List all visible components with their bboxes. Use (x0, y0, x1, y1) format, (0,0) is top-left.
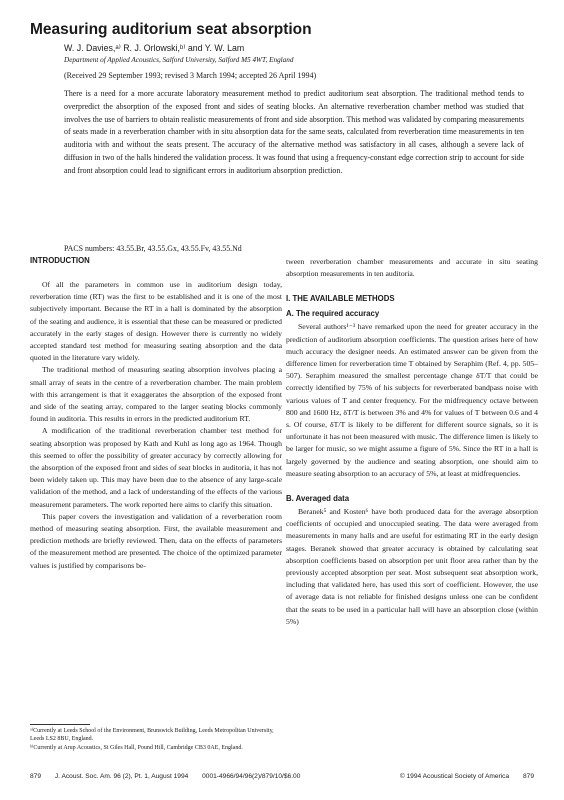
journal-citation: J. Acoust. Soc. Am. 96 (2), Pt. 1, August 1994 (54, 773, 189, 780)
page-number-right: 879 (522, 773, 534, 780)
page-number-left: 879 (30, 773, 42, 780)
paper-title: Measuring auditorium seat absorption (30, 21, 312, 38)
intro-paragraph-2: The traditional method of measuring seating absorption involves placing a small array of seats in the centre of a reverberation chamber. The main problem with this arrangement is that it exaggerates the absorption of the exposed front and side of the seating array, compared to the larger seating blocks commonly found in auditoria. This results in errors in the predicted auditorium RT. (30, 365, 282, 424)
received-dates: (Received 29 September 1993; revised 3 March 1994; accepted 26 April 1994) (64, 71, 317, 80)
affiliation: Department of Applied Acoustics, Salford University, Salford M5 4WT, England (64, 56, 294, 64)
continuation-paragraph: tween reverberation chamber measurements and accurate in situ seating absorption measurements in ten auditoria. (286, 257, 538, 279)
subsection-heading-required-accuracy: A. The required accuracy (286, 309, 380, 319)
section-heading-available-methods: I. THE AVAILABLE METHODS (286, 294, 395, 304)
article-code: 0001-4966/94/96(2)/879/10/$6.00 (202, 773, 301, 780)
footnotes (30, 727, 282, 752)
intro-paragraph-3: A modification of the traditional reverberation chamber test method for seating absorption was proposed by Kath and Kuhl as long ago as 1964. Though this seemed to offer the possibility of greater accuracy by correctly allowing for the absorption of the exposed front and sides of seat blocks in auditoria, it has not been widely taken up. This may have been due to the absence of any large-scale validation of the method, and a lack of understanding of the effects of the various measurement parameters. The work reported here aims to clarify this situation. (30, 426, 282, 509)
abstract: There is a need for a more accurate laboratory measurement method to predict auditorium seat absorption. The traditional method tends to overpredict the absorption of the exposed front and sides of seating blocks. An alternative reverberation chamber method was studied that involves the use of barriers to obtain realistic measurements of front and side absorption. This method was validated by comparing measurements of seats made in a reverberation chamber with in situ absorption data for the same seats, calculated from reverberation time measurements in ten auditoria with and without the seats present. The accuracy of the alternative method was satisfactory in all cases, although a severe lack of diffusion in two of the halls hindered the validation process. It was found that using a frequency-constant edge correction strip to account for side and front absorption could lead to significant errors in auditorium absorption prediction. (64, 89, 524, 175)
page-footer (30, 773, 534, 780)
footer-right (388, 773, 534, 780)
subsection-heading-averaged-data: B. Averaged data (286, 494, 350, 504)
footnote-divider (30, 724, 90, 725)
required-accuracy-paragraph: Several authors¹⁻³ have remarked upon the need for greater accuracy in the prediction of auditorium absorption coefficients. The question arises here of how much accuracy the designer needs. An estimated answer can be given from the difference limen for reverberation time T obtained by Seraphim (Ref. 4, pp. 505–507). Seraphim measured the smallest percentage change δT/T that could be correctly identified by 75% of his subjects for reverberated bandpass noise with various values of T and center frequency. For the midfrequency octave between 800 and 1600 Hz, δT/T is between 3% and 4% for values of T between 0.6 and 4 s. Of course, δT/T is likely to be different for different source signals, so it is unfortunate it has not been measured with music. The difference limen is likely to be larger for music, so we might assume a figure of 5%. Since the RT in a hall is largely governed by the audience and seating absorption, one should aim to measure seating absorption to an accuracy of 5%, at least at midfrequencies. (286, 322, 538, 478)
intro-paragraph-4: This paper covers the investigation and validation of a reverberation room method of measuring seating absorption. First, the available measurement and prediction methods are briefly reviewed. Then, data on the effects of parameters of the measurement method are presented. The choice of the optimized parameter values is justified by comparisons be- (30, 511, 282, 570)
copyright-notice: © 1994 Acoustical Society of America (399, 773, 510, 780)
intro-paragraph-1: Of all the parameters in common use in auditorium design today, reverberation time (RT) was the first to be established and it is one of the most subjectively important. Because the RT in a hall is dominated by the absorption of the seating and audience, it is essential that these can be measured or predicted accurately in the early stages of design. However there is currently no widely accepted standard test method for measuring seating absorption and the data quoted in the literature vary widely. (30, 280, 282, 363)
pacs-numbers: PACS numbers: 43.55.Br, 43.55.Gx, 43.55.Fv, 43.55.Nd (64, 244, 242, 253)
averaged-data-paragraph: Beranek⁵ and Kosten⁶ have both produced data for the average absorption coefficients of occupied and unoccupied seating. The data were averaged from measurements in many halls and are useful for estimating RT in the early design stages. Beranek showed that greater accuracy is obtained by calculating seat absorption coefficients based on absorption per unit floor area rather than by the previously accepted absorption per seat. Most subsequent seat absorption work, including that validated here, has used this sort of coefficient. However, the use of average data is not reliable for finished designs unless one can be confident that the seats to be used in a particular hall will have an absorption close (within 5%) (286, 507, 538, 626)
footer-left (30, 773, 312, 780)
section-heading-introduction: INTRODUCTION (30, 256, 90, 265)
author-list: W. J. Davies,ᵃ⁾ R. J. Orlowski,ᵇ⁾ and Y. W. Lam (64, 43, 245, 53)
footnote-a: ᵃ⁾Currently at Leeds School of the Environment, Brunswick Building, Leeds Metropolitan University, Leeds LS2 8BU, England. (30, 728, 274, 743)
left-column (30, 256, 282, 572)
right-column (286, 256, 538, 628)
footnote-b: ᵇ⁾Currently at Arup Acoustics, St Giles Hall, Pound Hill, Cambridge CB3 0AE, England. (30, 744, 243, 751)
